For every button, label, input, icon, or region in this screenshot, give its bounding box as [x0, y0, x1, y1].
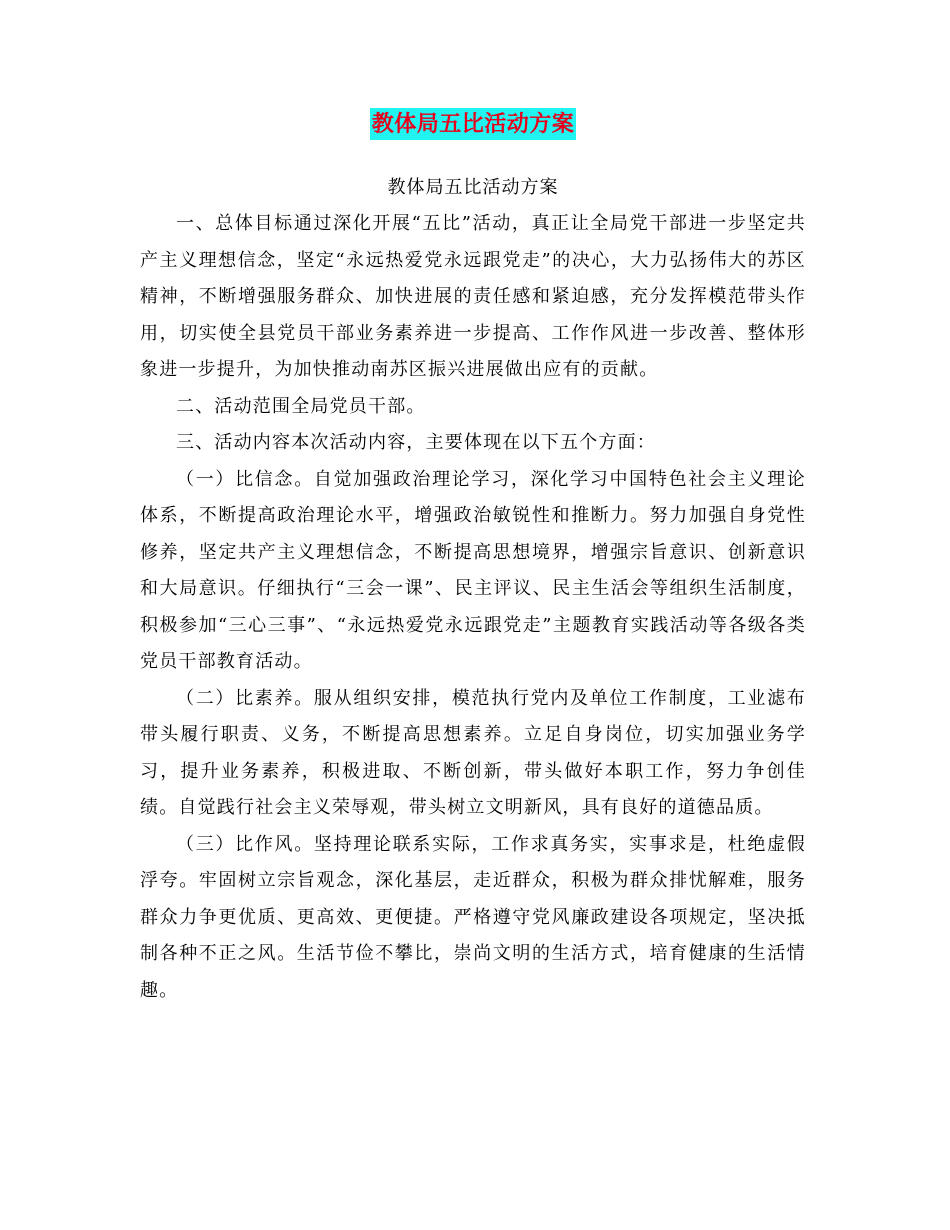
document-page — [140, 0, 806, 1009]
document-title: 教体局五比活动方案 — [370, 108, 577, 140]
paragraph-scope: 二、活动范围全局党员干部。 — [176, 395, 426, 417]
paragraph-style: （三）比作风。坚持理论联系实际，工作求真务实，实事求是，杜绝虚假浮夸。牢固树立宗旨观念，深化基层，走近群众，积极为群众排忧解难，服务群众力争更优质、更高效、更便捷。严格遵守党风廉政建设各项规定，坚决抵制各种不正之风。生活节俭不攀比，崇尚文明的生活方式，培育健康的生活情趣。 — [140, 833, 806, 1001]
title-row — [140, 108, 806, 148]
document-subtitle: 教体局五比活动方案 — [387, 177, 559, 198]
paragraph-goal: 一、总体目标通过深化开展“五比”活动，真正让全局党干部进一步坚定共产主义理想信念，坚定“永远热爱党永远跟党走”的决心，大力弘扬伟大的苏区精神，不断增强服务群众、加快进展的责任感和紧迫感，充分发挥模范带头作用，切实使全县党员干部业务素养进一步提高、工作作风进一步改善、整体形象进一步提升，为加快推动南苏区振兴进展做出应有的贡献。 — [140, 213, 806, 380]
paragraph-belief: （一）比信念。自觉加强政治理论学习，深化学习中国特色社会主义理论体系，不断提高政治理论水平，增强政治敏锐性和推断力。努力加强自身党性修养，坚定共产主义理想信念，不断提高思想境界，增强宗旨意识、创新意识和大局意识。仔细执行“三会一课”、民主评议、民主生活会等组织生活制度，积极参加“三心三事”、“永远热爱党永远跟党走”主题教育实践活动等各级各类党员干部教育活动。 — [140, 468, 806, 672]
paragraph-content: 三、活动内容本次活动内容，主要体现在以下五个方面： — [176, 432, 656, 453]
paragraph-quality: （二）比素养。服从组织安排，模范执行党内及单位工作制度，工业滤布带头履行职责、义务，不断提高思想素养。立足自身岗位，切实加强业务学习，提升业务素养，积极进取、不断创新，带头做好本职工作，努力争创佳绩。自觉践行社会主义荣辱观，带头树立文明新风，具有良好的道德品质。 — [140, 687, 806, 818]
